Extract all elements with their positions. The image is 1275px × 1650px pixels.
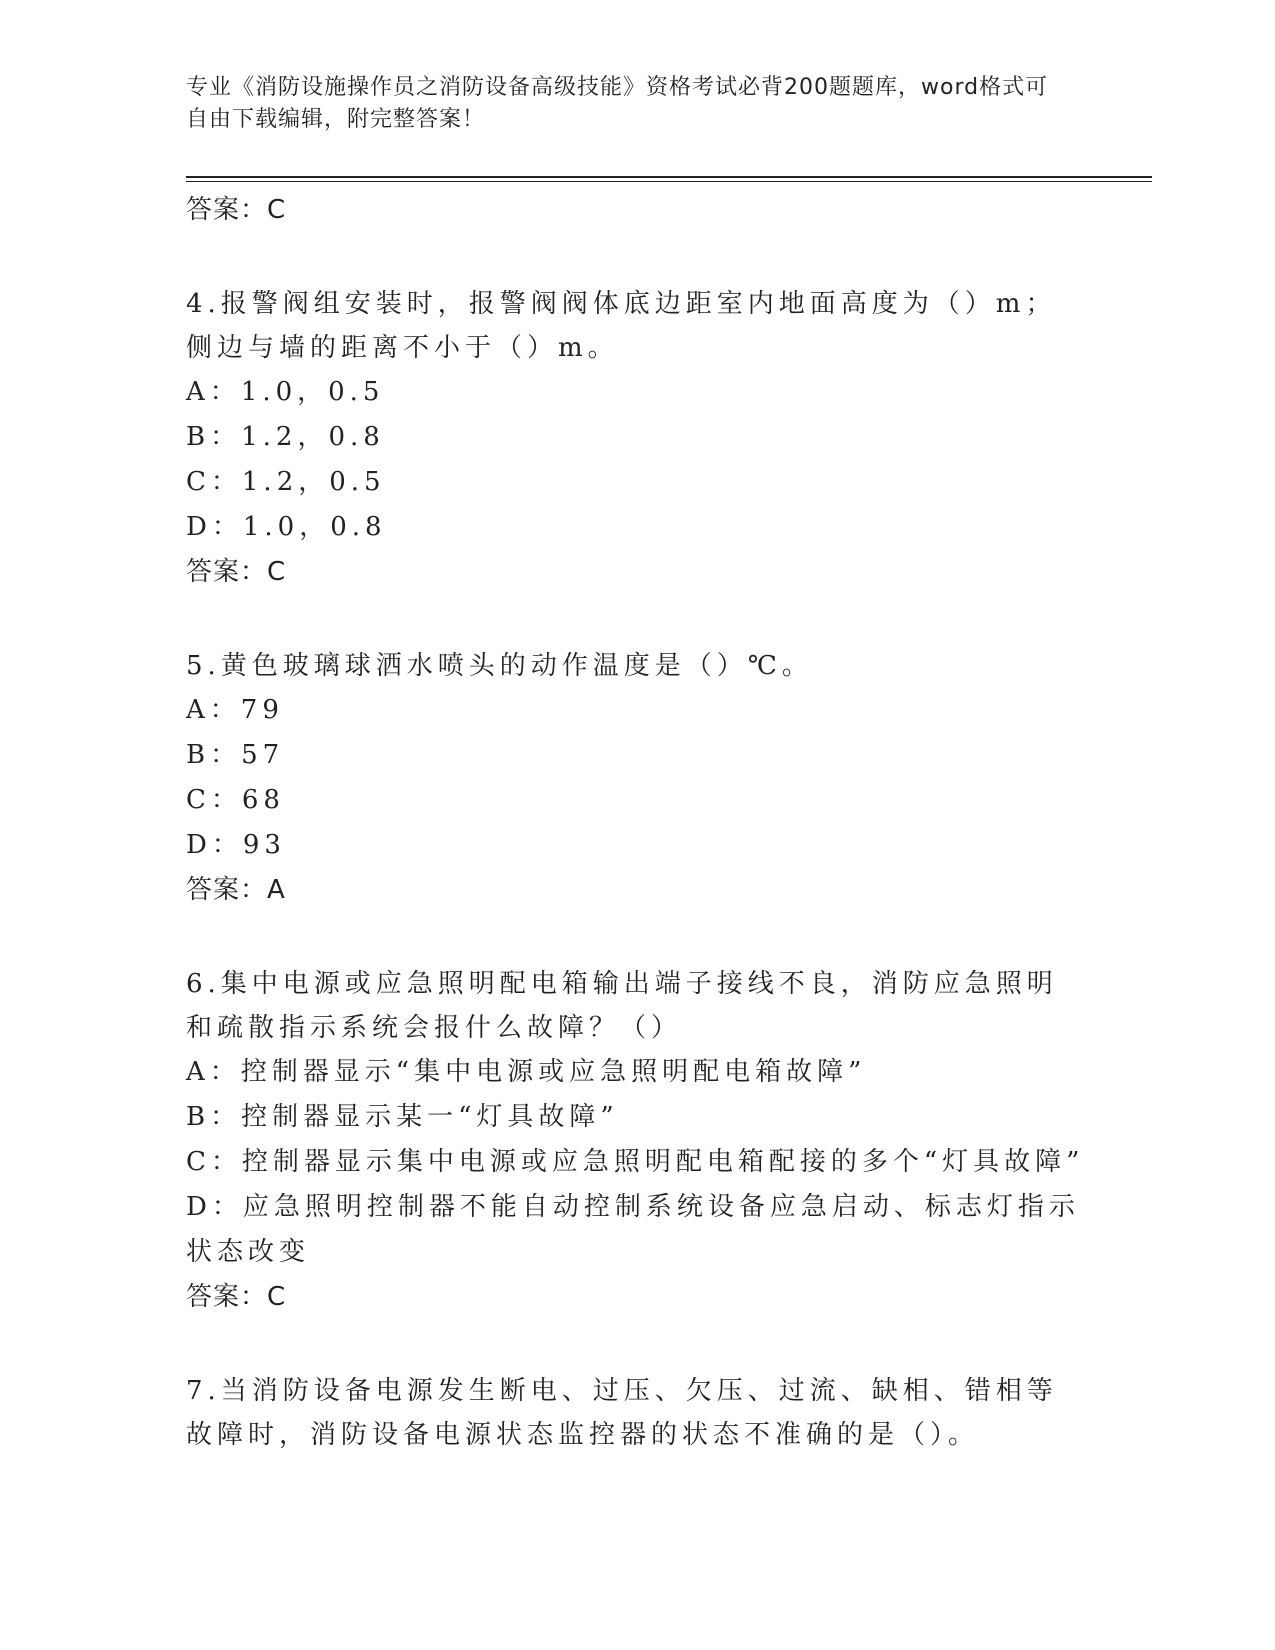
option-c: C：控制器显示集中电源或应急照明配电箱配接的多个“灯具故障” bbox=[186, 1147, 1085, 1177]
option-c: C：1.2，0.5 bbox=[186, 467, 386, 497]
option-a: A：79 bbox=[186, 695, 284, 725]
header-divider-thin bbox=[186, 181, 1152, 182]
option-b: B：57 bbox=[186, 740, 285, 770]
question-item bbox=[186, 644, 1086, 912]
question-item bbox=[186, 282, 1086, 594]
question-text: 6.集中电源或应急照明配电箱输出端子接线不良，消防应急照明和疏散指示系统会报什么故障？（） bbox=[186, 969, 1058, 1043]
answer-line: 答案：C bbox=[186, 1282, 287, 1312]
question-text: 7.当消防设备电源发生断电、过压、欠压、过流、缺相、错相等故障时，消防设备电源状态监控器的状态不准确的是（）。 bbox=[186, 1376, 1058, 1450]
option-c: C：68 bbox=[186, 785, 285, 815]
answer-line: 答案：A bbox=[186, 875, 286, 905]
question-item bbox=[186, 1369, 1086, 1457]
option-a: A：1.0，0.5 bbox=[186, 377, 385, 407]
answer-line: 答案：C bbox=[186, 195, 287, 225]
question-text: 5.黄色玻璃球洒水喷头的动作温度是（）℃。 bbox=[186, 651, 813, 681]
page-header: 专业《消防设施操作员之消防设备高级技能》资格考试必背200题题库，word格式可自由下载编辑，附完整答案！ bbox=[186, 75, 1049, 132]
option-b: B：1.2，0.8 bbox=[186, 422, 385, 452]
answer-line: 答案：C bbox=[186, 557, 287, 587]
question-list bbox=[186, 188, 1086, 1457]
option-d: D：93 bbox=[186, 830, 286, 860]
option-d: D：应急照明控制器不能自动控制系统设备应急启动、标志灯指示状态改变 bbox=[186, 1192, 1080, 1267]
option-a: A：控制器显示“集中电源或应急照明配电箱故障” bbox=[186, 1057, 867, 1087]
option-d: D：1.0，0.8 bbox=[186, 512, 387, 542]
option-b: B：控制器显示某一“灯具故障” bbox=[186, 1102, 619, 1132]
header-divider bbox=[186, 176, 1152, 178]
question-item bbox=[186, 962, 1086, 1319]
question-text: 4.报警阀组安装时，报警阀阀体底边距室内地面高度为（）m；侧边与墙的距离不小于（）m。 bbox=[186, 289, 1057, 363]
